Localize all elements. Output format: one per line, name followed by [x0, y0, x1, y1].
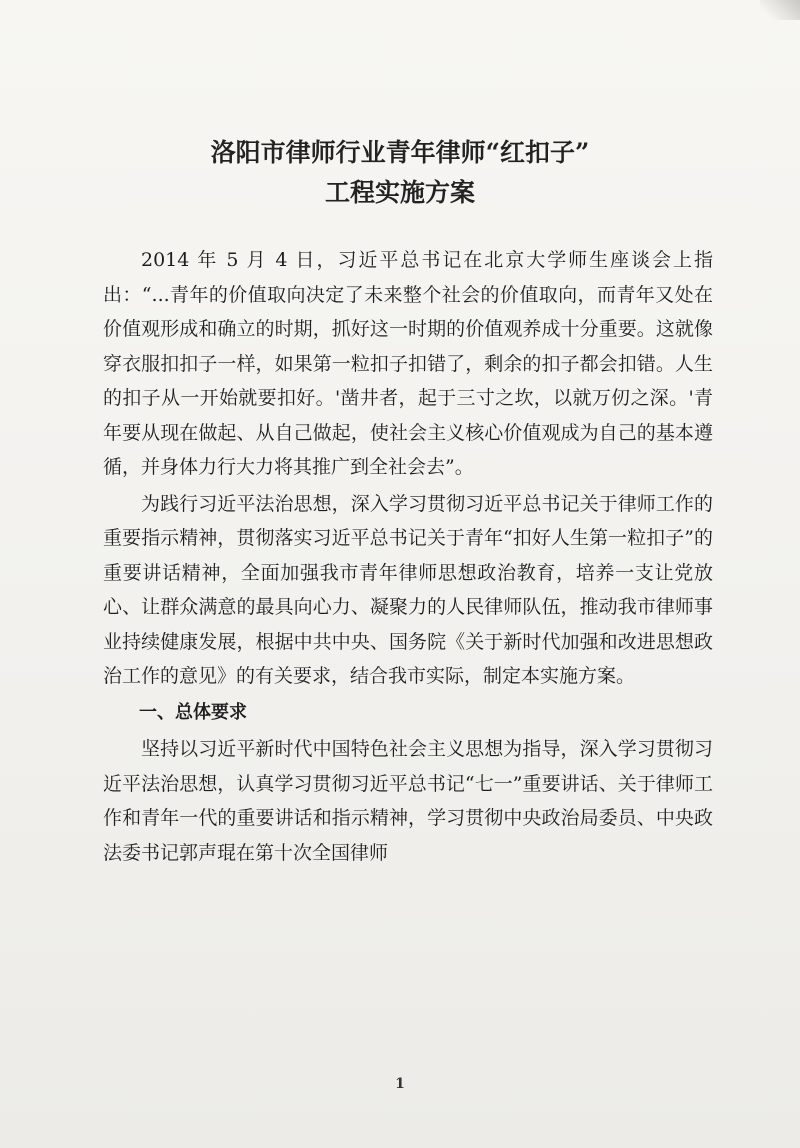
section-heading: 一、总体要求	[139, 701, 247, 723]
scan-corner-shadow	[760, 0, 800, 20]
paragraph-section-1: 坚持以习近平新时代中国特色社会主义思想为指导，深入学习贯彻习近平法治思想，认真学习贯彻习近平总书记“七一”重要讲话、关于律师工作和青年一代的重要讲话和指示精神，学习贯彻中央政治局委员、中央政法委书记郭声琨在第十次全国律师	[103, 738, 713, 864]
document-title	[0, 133, 800, 213]
title-line-2: 工程实施方案	[324, 177, 475, 207]
paragraph-purpose: 为践行习近平法治思想，深入学习贯彻习近平总书记关于律师工作的重要指示精神，贯彻落实习近平总书记关于青年“扣好人生第一粒扣子”的重要讲话精神，全面加强我市青年律师思想政治教育，培养一支让党放心、让群众满意的最具向心力、凝聚力的人民律师队伍，推动我市律师事业持续健康发展，根据中共中央、国务院《关于新时代加强和改进思想政治工作的意见》的有关要求，结合我市实际，制定本实施方案。	[103, 492, 713, 687]
document-body	[103, 243, 713, 872]
page-number: 1	[395, 1076, 405, 1092]
title-line-1: 洛阳市律师行业青年律师“红扣子”	[210, 137, 590, 167]
paragraph-quote: 2014 年 5 月 4 日，习近平总书记在北京大学师生座谈会上指出：“...青年的价值取向决定了未来整个社会的价值取向，而青年又处在价值观形成和确立的时期，抓好这一时期的价值观养成十分重要。这就像穿衣服扣扣子一样，如果第一粒扣子扣错了，剩余的扣子都会扣错。人生的扣子从一开始就要扣好。'凿井者，起于三寸之坎，以就万仞之深。'青年要从现在做起、从自己做起，使社会主义核心价值观成为自己的基本遵循，并身体力行大力将其推广到全社会去”。	[103, 249, 713, 478]
